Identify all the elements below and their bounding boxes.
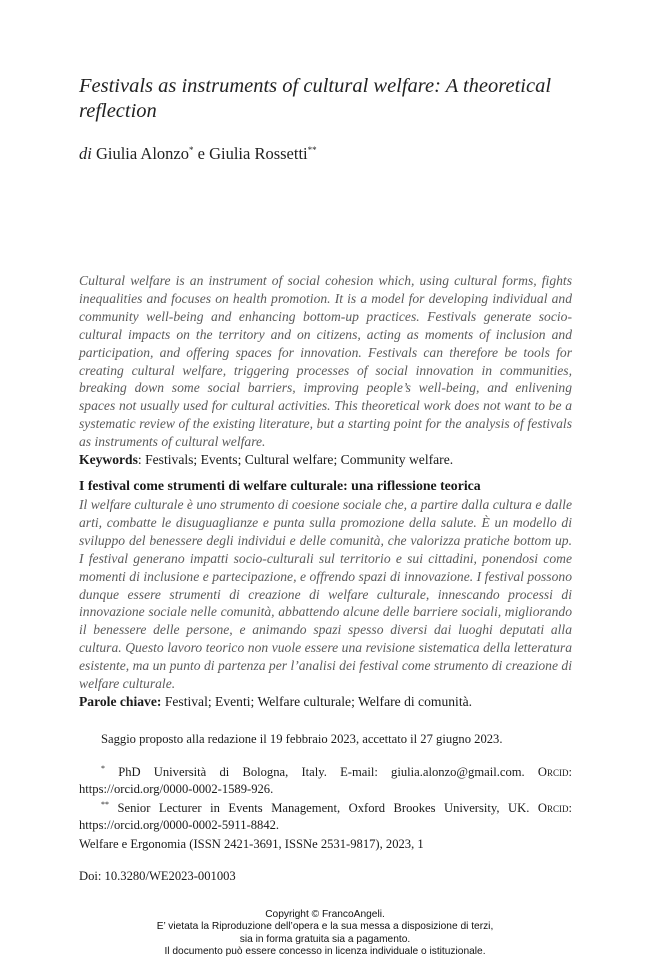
keywords-label: Keywords — [79, 452, 138, 468]
footnote-1-orcid-link[interactable]: : https://orcid.org/0000-0002-1589-926. — [79, 765, 572, 796]
copyright-notice — [0, 909, 650, 959]
author-conjunction: e — [197, 144, 205, 163]
footnote-2 — [79, 796, 572, 834]
author-1: Giulia Alonzo — [95, 144, 189, 163]
author-line — [79, 144, 317, 164]
abstract-english — [79, 272, 572, 469]
footnote-1-mark: * — [101, 764, 105, 773]
parole-chiave-label: Parole chiave: — [79, 693, 162, 709]
article-title: Festivals as instruments of cultural welfare: A theoretical reflection — [79, 75, 552, 122]
parole-chiave-list: Festival; Eventi; Welfare culturale; Welfare di comunità. — [161, 693, 473, 709]
submission-dates: Saggio proposto alla redazione il 19 febbraio 2023, accettato il 27 giugno 2023. — [101, 732, 503, 746]
copyright-line-4: Il documento può essere concesso in licenza individuale o istituzionale. — [164, 946, 486, 958]
footnote-2-orcid-link[interactable]: : https://orcid.org/0000-0002-5911-8842. — [79, 801, 572, 832]
footnote-2-orcid-label: Orcid — [537, 801, 569, 815]
footnote-2-text: Senior Lecturer in Events Management, Oxford Brookes University, UK. — [109, 801, 538, 815]
copyright-line-3: sia in forma gratuita sia a pagamento. — [239, 933, 411, 945]
copyright-line-1: Copyright © FrancoAngeli. — [265, 909, 385, 920]
keywords-english — [79, 452, 453, 467]
italian-title: I festival come strumenti di welfare culturale: una riflessione teorica — [79, 478, 481, 493]
doi[interactable]: Doi: 10.3280/WE2023-001003 — [79, 869, 236, 883]
keywords-italian — [79, 694, 472, 709]
copyright-line-2: E’ vietata la Riproduzione dell’opera e la sua messa a disposizione di terzi, — [156, 921, 494, 933]
abstract-english-text: Cultural welfare is an instrument of social cohesion which, using cultural forms, fights inequalities and focuses on health promotion. It is a model for developing individual and community well-being and enhancing bottom-up practices. Festivals generate socio-cultural impacts on the territory and on citizens, acting as moments of inclusion and participation, and offering spaces for innovation. Festivals can therefore be tools for creating cultural welfare, triggering processes of social innovation in communities, breaking down some social barriers, improving people’s well-being, and enlivening spaces not usually used for cultural activities. This theoretical work does not want to be a systematic review of the existing literature, but a starting point for the analysis of festivals as instruments of cultural welfare. — [79, 273, 572, 450]
footnote-1-orcid-label: Orcid — [537, 765, 569, 779]
abstract-italian — [79, 496, 572, 711]
author-1-mark: * — [189, 145, 194, 155]
author-2: Giulia Rossetti — [209, 144, 308, 163]
journal-citation: Welfare e Ergonomia (ISSN 2421-3691, ISSNe 2531-9817), 2023, 1 — [79, 837, 424, 851]
author-prefix: di — [79, 144, 92, 163]
abstract-italian-text: Il welfare culturale è uno strumento di coesione sociale che, a partire dalla cultura e dalle arti, combatte le disuguaglianze e punta sulla promozione della salute. È un modello di sviluppo del benessere degli individui e delle comunità, che valorizza pratiche bottom up. I festival generano impatti socio-culturali sul territorio e sui cittadini, ponendosi come momenti di inclusione e partecipazione, e offrendo spazi di innovazione. I festival possono dunque essere strumenti di creazione di welfare culturale, innescando processi di innovazione sociale nelle comunità, abbattendo alcune delle barriere sociali, migliorando il benessere delle persone, e animando spazi spesso diversi dai luoghi deputati alla cultura. Questo lavoro teorico non vuole essere una revisione sistematica della letteratura esistente, ma un punto di partenza per l’analisi dei festival come strumento di creazione di welfare culturale. — [79, 497, 572, 692]
author-2-mark: ** — [307, 145, 317, 155]
footnote-1-text: PhD Università di Bologna, Italy. E-mail: giulia.alonzo@gmail.com. — [105, 765, 538, 779]
footnote-2-mark: ** — [101, 800, 109, 809]
footnote-1 — [79, 760, 572, 798]
keywords-list: : Festivals; Events; Cultural welfare; Community welfare. — [137, 452, 454, 468]
